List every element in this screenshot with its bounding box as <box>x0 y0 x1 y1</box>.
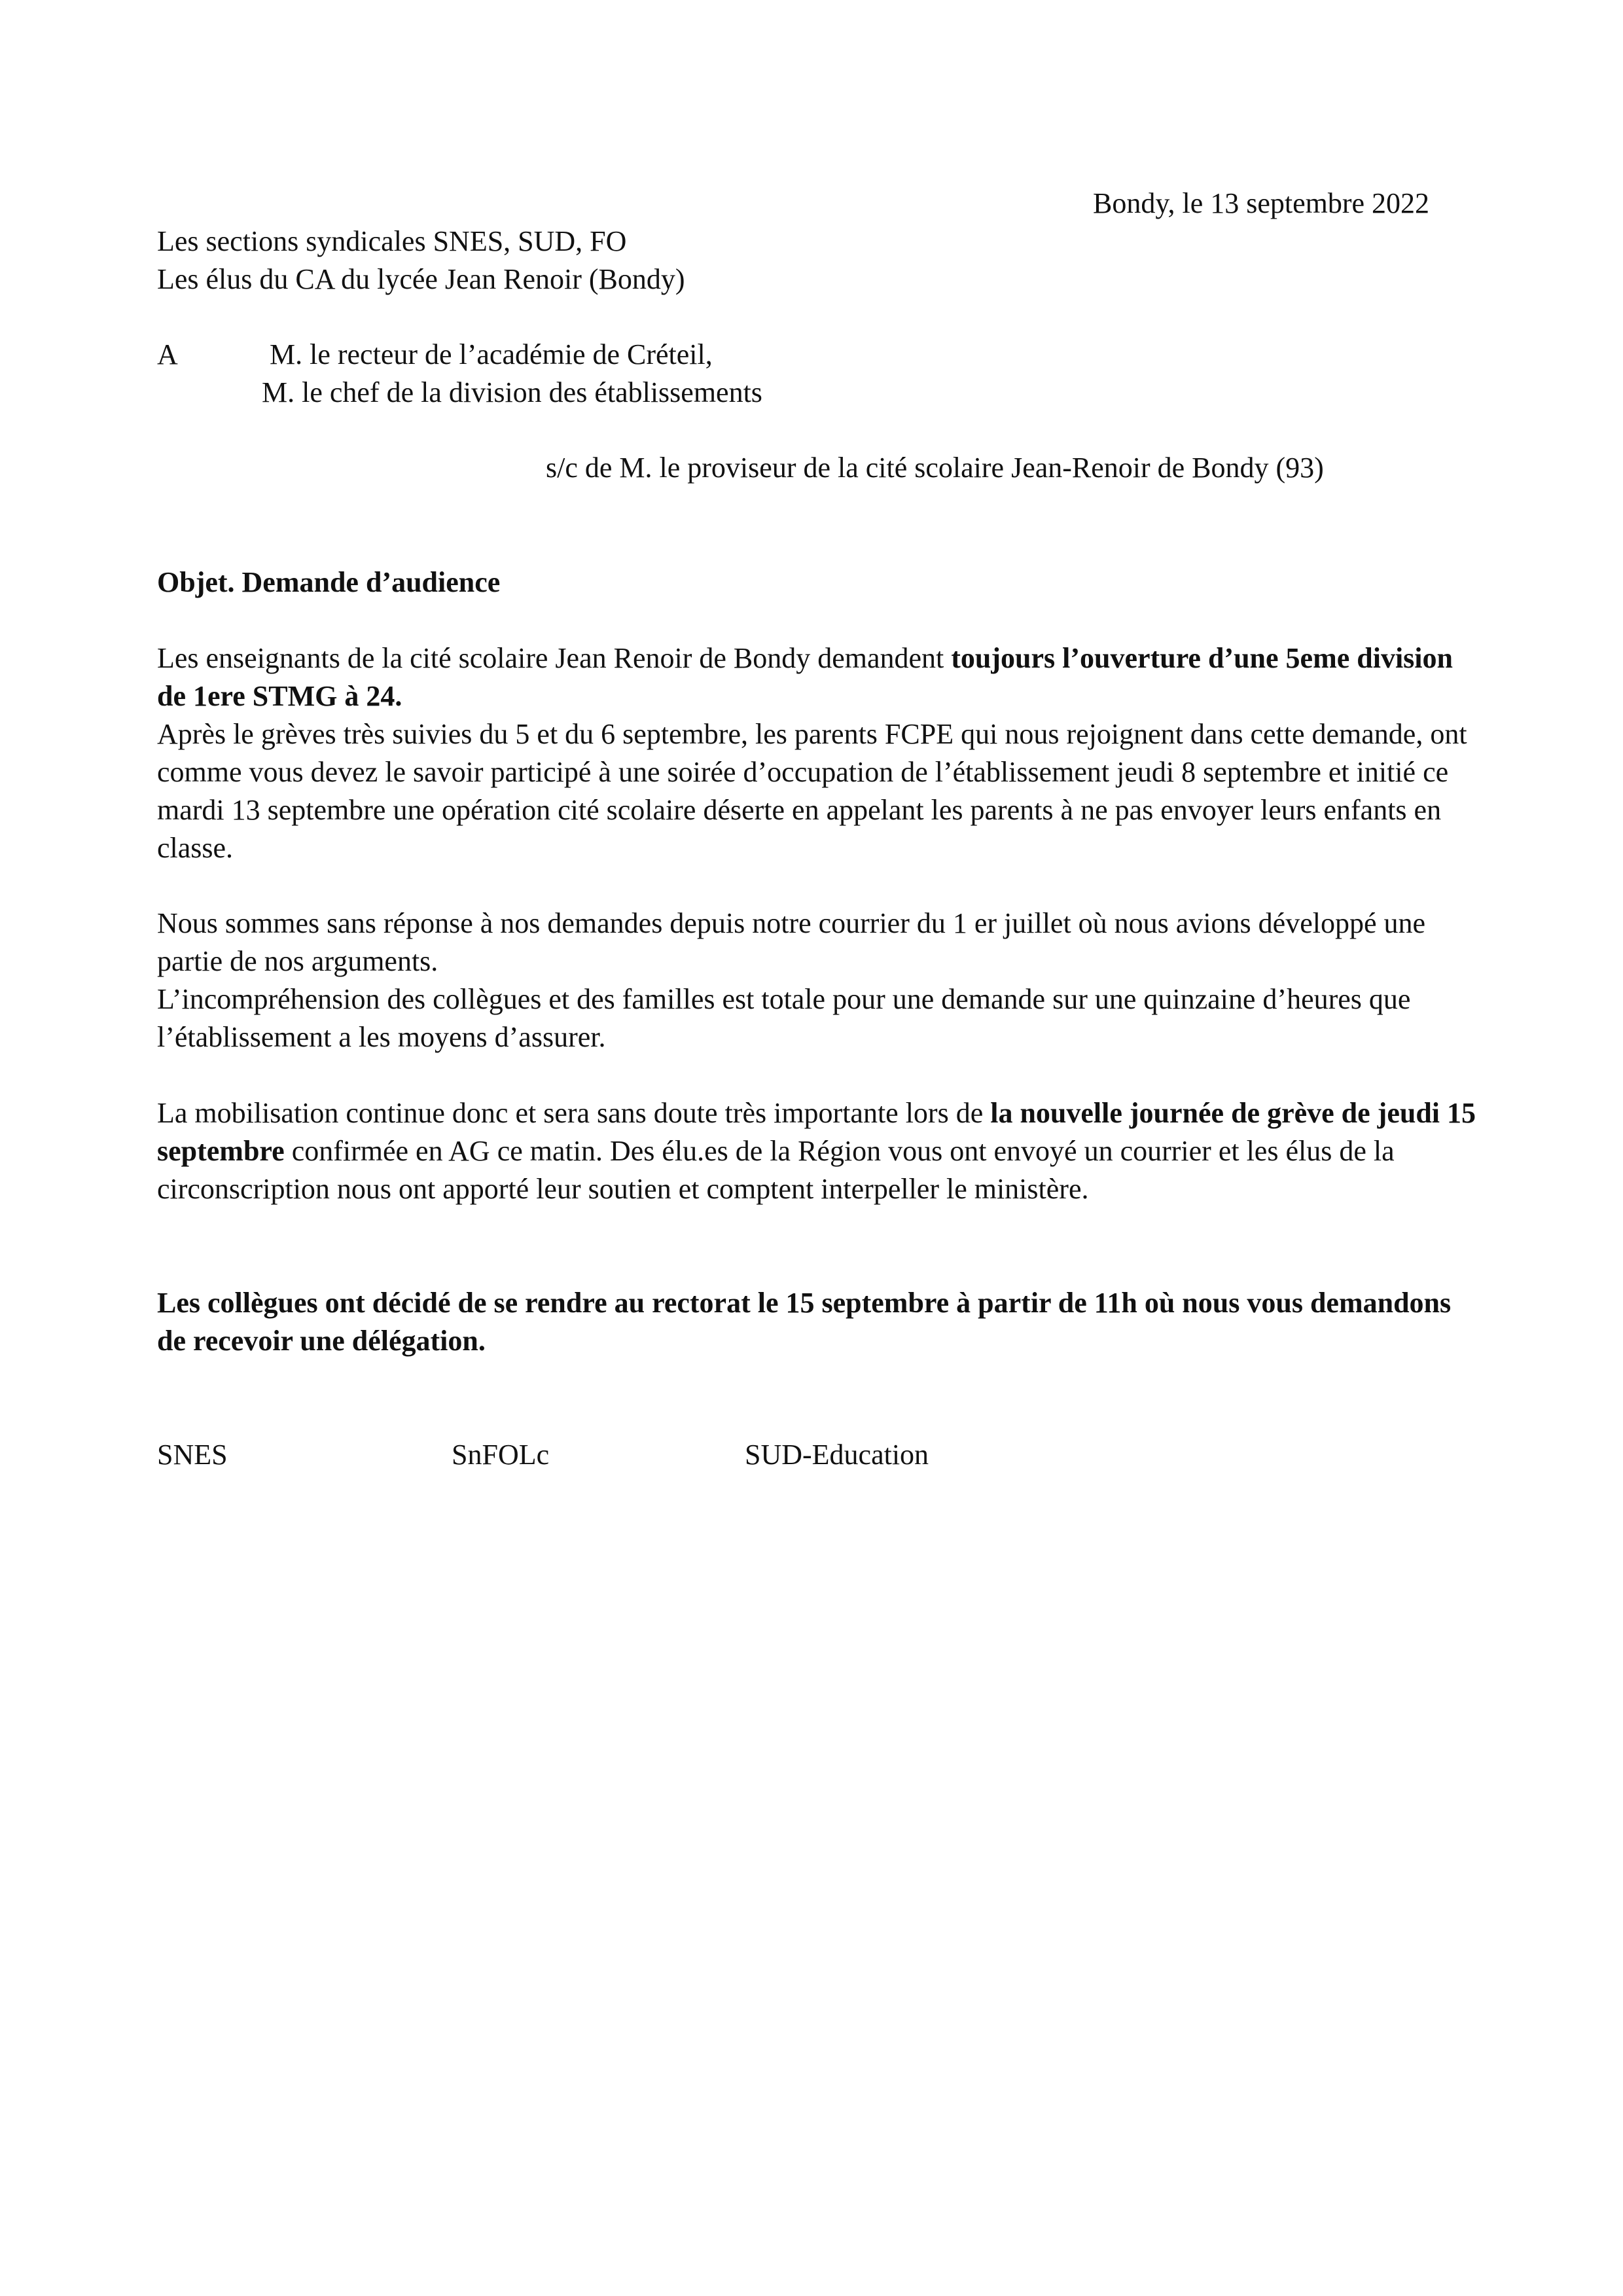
body-p1-lead: Les enseignants de la cité scolaire Jean Renoir de Bondy demandent <box>157 642 952 674</box>
recipient-line-2: M. le chef de la division des établissements <box>262 376 762 408</box>
body-paragraph-4: L’incompréhension des collègues et des familles est totale pour une demande sur une quinzaine d’heures que l’établissement a les moyens d’assurer. <box>157 983 1411 1053</box>
body-paragraph-2: Après le grèves très suivies du 5 et du 6 septembre, les parents FCPE qui nous rejoignent dans cette demande, ont comme vous devez le savoir participé à une soirée d’occupation de l’établissement jeudi 8 septembre et initié ce mardi 13 septembre une opération cité scolaire déserte en appelant les parents à ne pas envoyer leurs enfants en classe. <box>157 718 1467 864</box>
recipient-prefix: A <box>157 338 178 370</box>
body-paragraph-6: Les collègues ont décidé de se rendre au rectorat le 15 septembre à partir de 11h où nous vous demandons de recevoir une délégation. <box>157 1287 1452 1357</box>
body-p5-tail: confirmée en AG ce matin. Des élu.es de la Région vous ont envoyé un courrier et les élus de la circonscription nous ont apporté leur soutien et comptent interpeller le ministère. <box>157 1135 1395 1205</box>
body-paragraph-3: Nous sommes sans réponse à nos demandes depuis notre courrier du 1 er juillet où nous avions développé une partie de nos arguments. <box>157 907 1426 977</box>
body-paragraph-1 <box>157 639 1486 715</box>
body-p1-bold: toujours l’ouverture d’une 5eme division de 1ere STMG à 24. <box>157 642 1453 712</box>
recipient-via: s/c de M. le proviseur de la cité scolaire Jean-Renoir de Bondy (93) <box>546 452 1324 484</box>
signature-snfolc: SnFOLc <box>452 1439 550 1471</box>
body-p5-lead: La mobilisation continue donc et sera sans doute très importante lors de <box>157 1097 991 1129</box>
letter-subject: Objet. Demande d’audience <box>157 566 501 598</box>
recipient-line-1: M. le recteur de l’académie de Créteil, <box>270 338 713 370</box>
body-p5-bold: la nouvelle journée de grève de jeudi 15 septembre <box>157 1097 1476 1167</box>
signature-sud-education: SUD-Education <box>745 1439 929 1471</box>
signature-snes: SNES <box>157 1439 228 1471</box>
sender-line-1: Les sections syndicales SNES, SUD, FO <box>157 225 627 257</box>
letter-date: Bondy, le 13 septembre 2022 <box>1093 187 1430 219</box>
body-paragraph-5 <box>157 1094 1486 1208</box>
sender-line-2: Les élus du CA du lycée Jean Renoir (Bondy) <box>157 263 685 295</box>
